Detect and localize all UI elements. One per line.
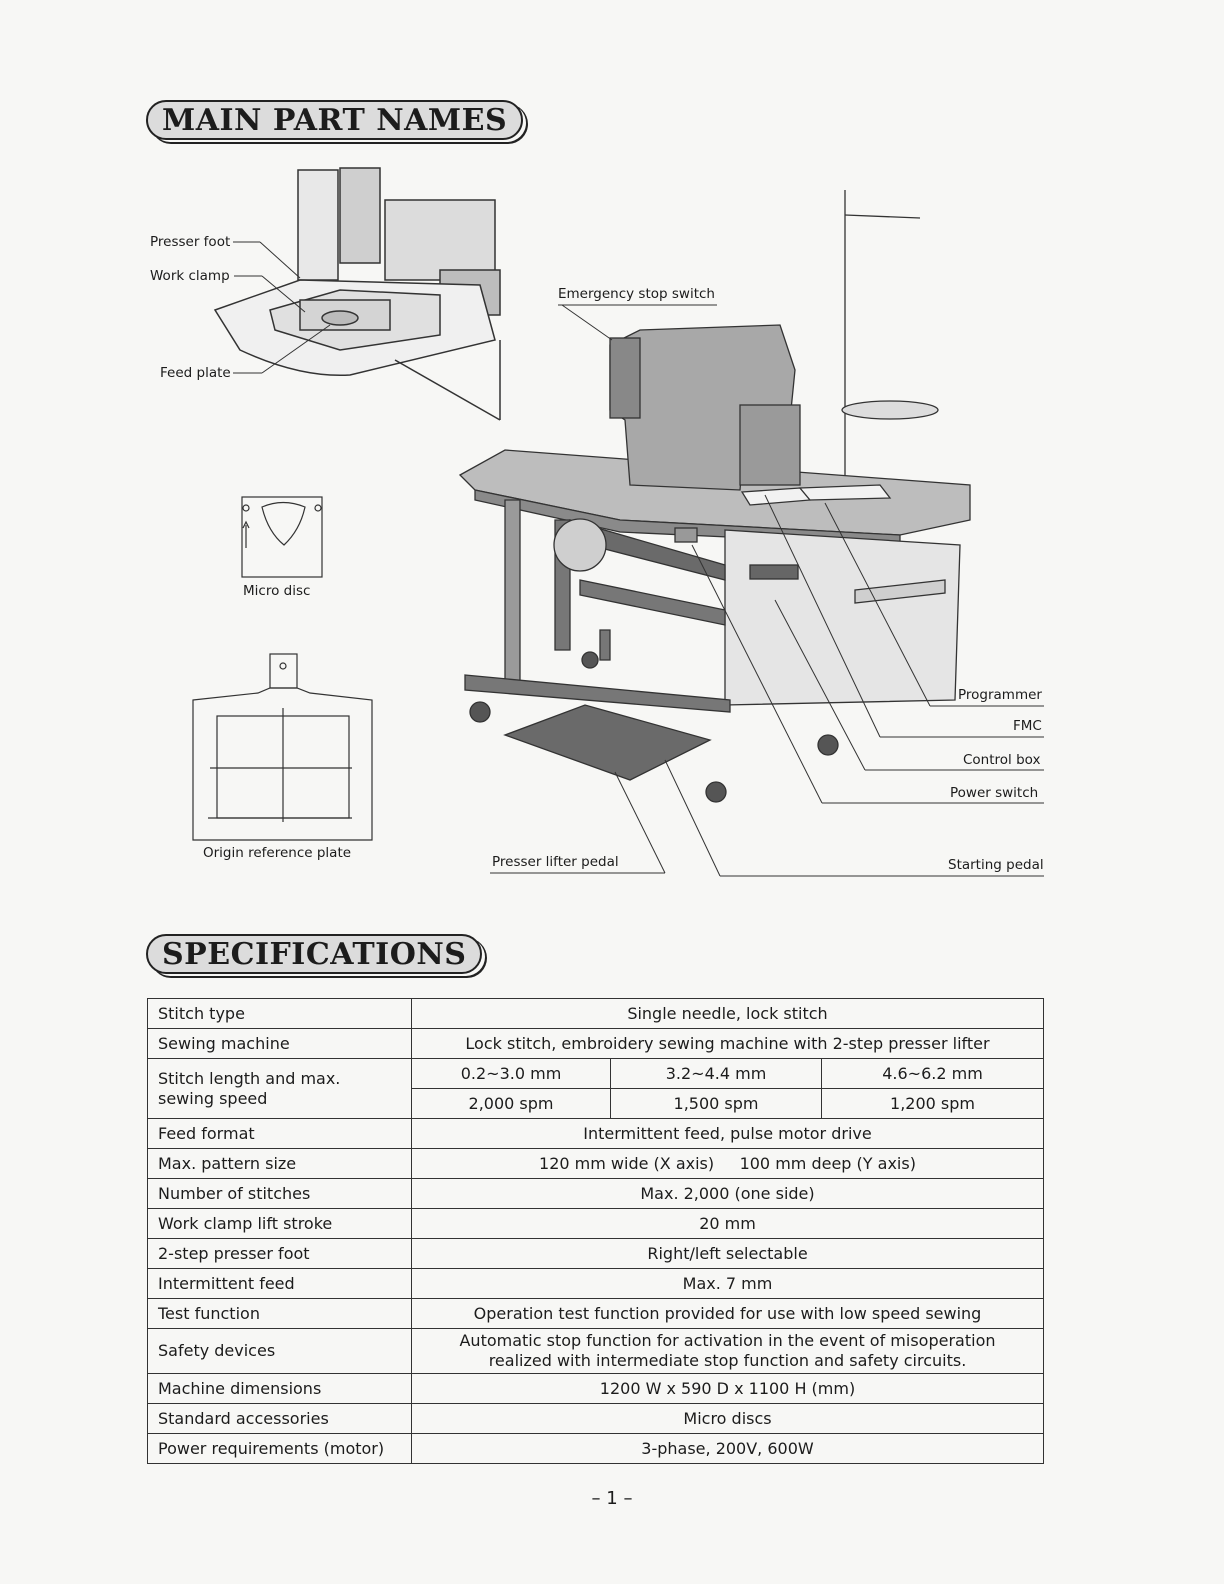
table-row [148, 1029, 1044, 1059]
stitch-length-2: 3.2~4.4 mm [611, 1059, 822, 1089]
table-row [148, 1209, 1044, 1239]
table-row [148, 1404, 1044, 1434]
table-row [148, 1119, 1044, 1149]
table-row [148, 1329, 1044, 1374]
sewing-speed-2: 1,500 spm [611, 1089, 822, 1119]
main-part-names-heading: MAIN PART NAMES [146, 100, 523, 140]
table-row [148, 1239, 1044, 1269]
spec-value: Intermittent feed, pulse motor drive [412, 1119, 1044, 1149]
specifications-table [147, 998, 1044, 1464]
table-row [148, 1059, 1044, 1089]
spec-value: Max. 7 mm [412, 1269, 1044, 1299]
spec-value: Right/left selectable [412, 1239, 1044, 1269]
spec-name: Machine dimensions [148, 1374, 412, 1404]
spec-name: Standard accessories [148, 1404, 412, 1434]
spec-name: Feed format [148, 1119, 412, 1149]
spec-name-text: Stitch length and max. sewing speed [158, 1068, 341, 1108]
origin-reference-plate-illustration [193, 654, 372, 840]
spec-name: Power requirements (motor) [148, 1434, 412, 1464]
spec-value: Automatic stop function for activation in the event of misoperation realized with intermediate stop function and safety circuits. [412, 1329, 1044, 1374]
spec-value: Lock stitch, embroidery sewing machine with 2-step presser lifter [412, 1029, 1044, 1059]
label-feed-plate: Feed plate [160, 365, 231, 381]
spec-value: Operation test function provided for use with low speed sewing [412, 1299, 1044, 1329]
micro-disc-illustration [242, 497, 322, 577]
spec-value: Max. 2,000 (one side) [412, 1179, 1044, 1209]
spec-value: 1200 W x 590 D x 1100 H (mm) [412, 1374, 1044, 1404]
spec-name: 2-step presser foot [148, 1239, 412, 1269]
closeup-illustration [215, 168, 500, 420]
page-number: – 1 – [591, 1488, 633, 1509]
machine-illustration [460, 190, 970, 802]
table-row [148, 1374, 1044, 1404]
label-work-clamp: Work clamp [150, 268, 230, 284]
table-row [148, 1434, 1044, 1464]
spec-name: Number of stitches [148, 1179, 412, 1209]
spec-value: Micro discs [412, 1404, 1044, 1434]
label-programmer: Programmer [958, 687, 1042, 703]
label-origin-reference-plate: Origin reference plate [203, 845, 352, 861]
table-row [148, 1299, 1044, 1329]
spec-name: Work clamp lift stroke [148, 1209, 412, 1239]
spec-value: 20 mm [412, 1209, 1044, 1239]
spec-name: Test function [148, 1299, 412, 1329]
table-row [148, 1269, 1044, 1299]
table-row [148, 999, 1044, 1029]
specifications-heading: SPECIFICATIONS [146, 934, 482, 974]
spec-name [148, 1059, 412, 1119]
spec-value: Single needle, lock stitch [412, 999, 1044, 1029]
stitch-length-1: 0.2~3.0 mm [412, 1059, 611, 1089]
label-fmc: FMC [1013, 718, 1042, 734]
table-row [148, 1149, 1044, 1179]
label-micro-disc: Micro disc [243, 583, 311, 599]
label-control-box: Control box [963, 752, 1041, 768]
stitch-length-3: 4.6~6.2 mm [822, 1059, 1044, 1089]
sewing-speed-3: 1,200 spm [822, 1089, 1044, 1119]
spec-name: Safety devices [148, 1329, 412, 1374]
label-presser-foot: Presser foot [150, 234, 231, 250]
sewing-speed-1: 2,000 spm [412, 1089, 611, 1119]
label-power-switch: Power switch [950, 785, 1039, 801]
spec-value: 120 mm wide (X axis) 100 mm deep (Y axis) [412, 1149, 1044, 1179]
spec-name: Intermittent feed [148, 1269, 412, 1299]
label-presser-lifter-pedal: Presser lifter pedal [492, 854, 619, 870]
spec-value: 3-phase, 200V, 600W [412, 1434, 1044, 1464]
spec-name: Stitch type [148, 999, 412, 1029]
label-starting-pedal: Starting pedal [948, 857, 1044, 873]
label-emergency-stop-switch: Emergency stop switch [558, 286, 715, 302]
spec-name: Sewing machine [148, 1029, 412, 1059]
table-row [148, 1179, 1044, 1209]
spec-name: Max. pattern size [148, 1149, 412, 1179]
